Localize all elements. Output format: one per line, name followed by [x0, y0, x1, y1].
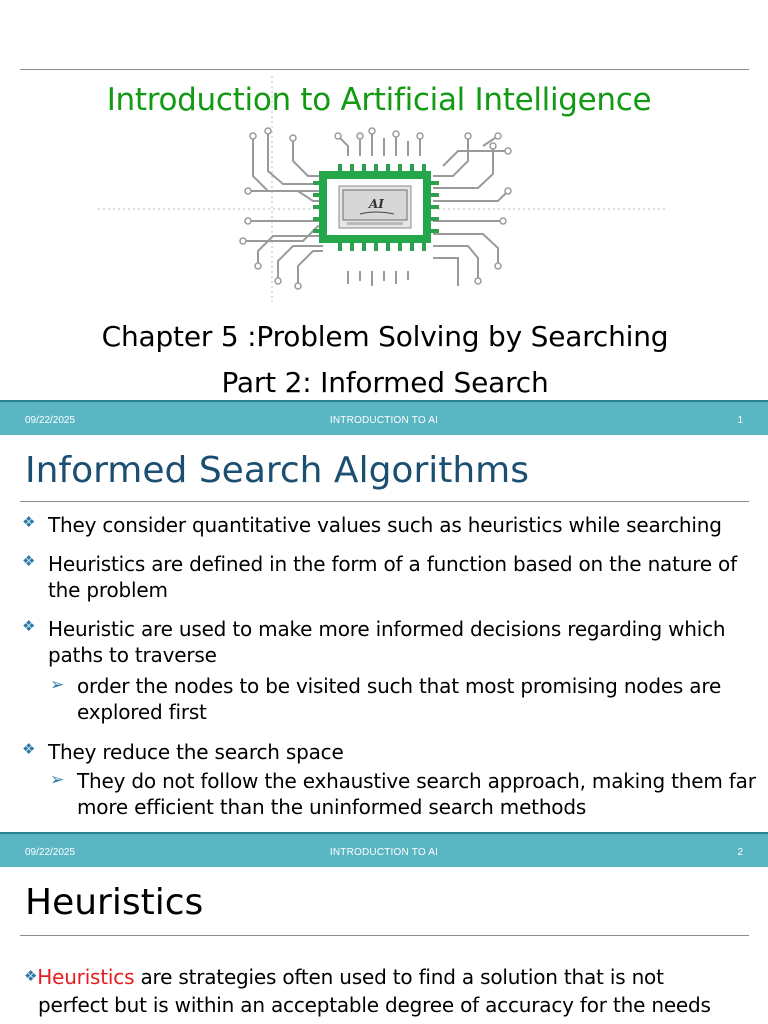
arrow-bullet-icon: ➢: [50, 675, 65, 695]
list-item: ❖ Heuristics are defined in the form of a function based on the nature of the problem: [48, 551, 748, 603]
arrow-bullet-icon: ➢: [50, 770, 65, 790]
slide-2-footer: [0, 832, 768, 867]
highlight-term: Heuristics: [37, 965, 135, 989]
slide-1-subtitle-line-2: Part 2: Informed Search: [221, 366, 549, 399]
slide-1-title: Introduction to Artificial Intelligence: [106, 82, 652, 118]
slide-1-footer: [0, 400, 768, 435]
list-item: [24, 964, 764, 992]
bullet-text: are strategies often used to find a solution that is not: [134, 965, 664, 989]
title-rule: [20, 501, 749, 502]
footer-title: INTRODUCTION TO AI: [329, 415, 439, 426]
top-rule: [20, 69, 749, 70]
list-item: ❖ They consider quantitative values such as heuristics while searching: [48, 512, 748, 538]
slide-3: [0, 832, 768, 1024]
list-item: ❖ They reduce the search space: [48, 739, 748, 765]
slide-2-title: Informed Search Algorithms: [25, 450, 529, 491]
list-item: ❖ Heuristic are used to make more informed decisions regarding which paths to traverse: [48, 616, 748, 668]
footer-date: 09/22/2025: [25, 847, 76, 858]
slide-1-subtitle-line-1: Chapter 5 :Problem Solving by Searching: [101, 320, 669, 353]
title-rule: [20, 935, 749, 936]
slide-2: [0, 400, 768, 832]
list-item: ➢ They do not follow the exhaustive search approach, making them far more efficient than the uninformed search methods: [50, 769, 756, 819]
footer-page-number: 2: [737, 847, 743, 858]
diamond-bullet-icon: ❖: [22, 617, 36, 635]
chip-label: AI: [369, 197, 384, 211]
footer-date: 09/22/2025: [25, 415, 76, 426]
slide-1: [0, 0, 768, 400]
diamond-bullet-icon: ❖: [24, 967, 38, 985]
diamond-bullet-icon: ❖: [22, 740, 36, 758]
footer-page-number: 1: [737, 415, 743, 426]
bullet-continuation: perfect but is within an acceptable degree of accuracy for the needs: [38, 993, 711, 1017]
diamond-bullet-icon: ❖: [22, 513, 36, 531]
slide-3-title: Heuristics: [25, 882, 204, 923]
circuit-chip-illustration: [98, 76, 668, 302]
diamond-bullet-icon: ❖: [22, 552, 36, 570]
list-item: ➢ order the nodes to be visited such that most promising nodes are explored first: [50, 674, 722, 724]
footer-title: INTRODUCTION TO AI: [329, 847, 439, 858]
